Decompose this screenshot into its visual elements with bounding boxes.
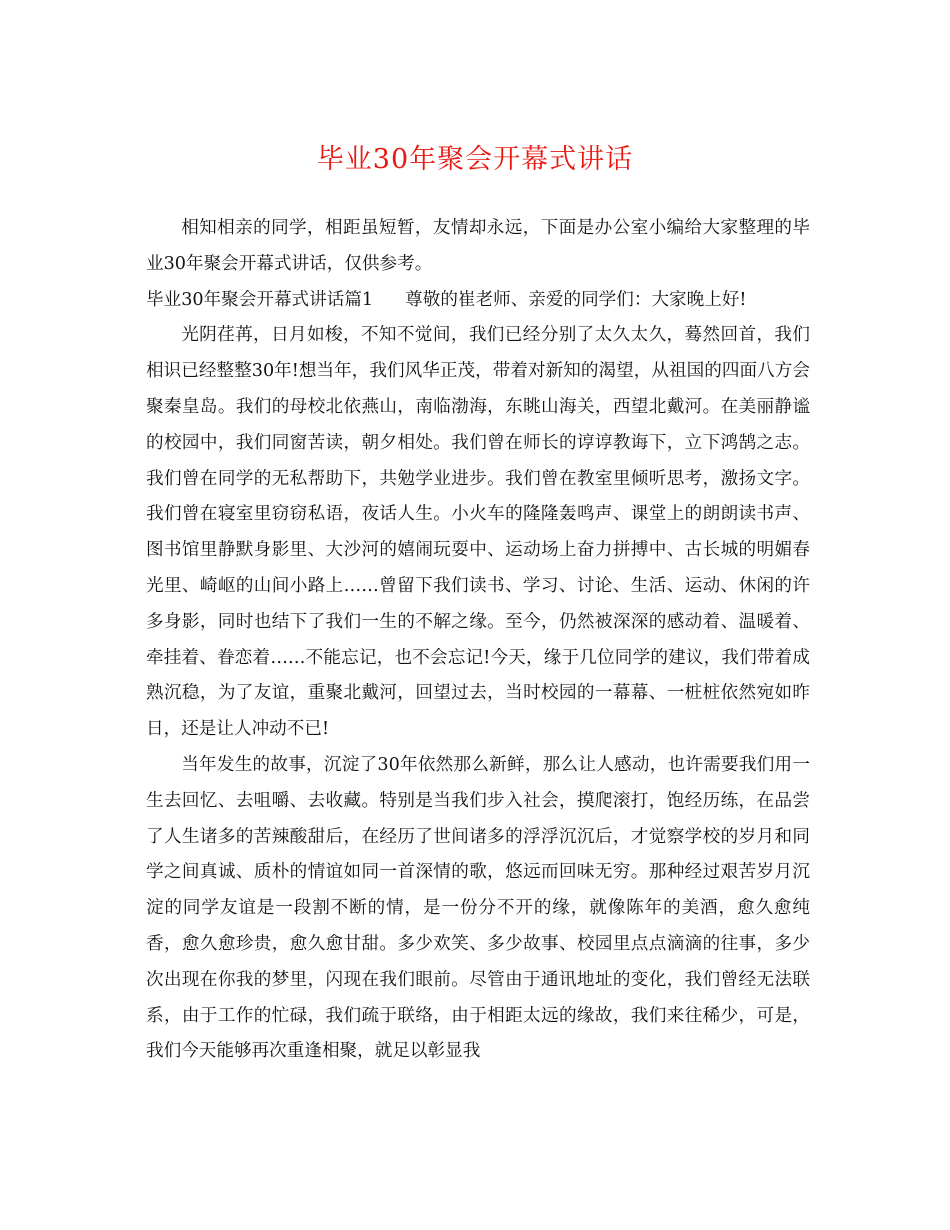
- body-paragraph: 光阴荏苒，日月如梭，不知不觉间，我们已经分别了太久太久，蓦然回首，我们相识已经整整30年!想当年，我们风华正茂，带着对新知的渴望，从祖国的四面八方会聚秦皇岛。我们的母校北依燕山，南临渤海，东眺山海关，西望北戴河。在美丽静谧的校园中，我们同窗苦读，朝夕相处。我们曾在师长的谆谆教诲下，立下鸿鹄之志。我们曾在同学的无私帮助下，共勉学业进步。我们曾在教室里倾听思考，激扬文字。我们曾在寝室里窃窃私语，夜话人生。小火车的隆隆轰鸣声、课堂上的朗朗读书声、图书馆里静默身影里、大沙河的嬉闹玩耍中、运动场上奋力拼搏中、古长城的明媚春光里、崎岖的山间小路上……曾留下我们读书、学习、讨论、生活、运动、休闲的许多身影，同时也结下了我们一生的不解之缘。至今，仍然被深深的感动着、温暖着、牵挂着、眷恋着……不能忘记，也不会忘记!今天，缘于几位同学的建议，我们带着成熟沉稳，为了友谊，重聚北戴河，回望过去，当时校园的一幕幕、一桩桩依然宛如昨日，还是让人冲动不已!: [146, 325, 810, 740]
- section-label: 毕业30年聚会开幕式讲话篇1: [146, 289, 374, 310]
- body-paragraph: 当年发生的故事，沉淀了30年依然那么新鲜，那么让人感动，也许需要我们用一生去回忆、去咀嚼、去收藏。特别是当我们步入社会，摸爬滚打，饱经历练，在品尝了人生诸多的苦辣酸甜后，在经历了世间诸多的浮浮沉沉后，才觉察学校的岁月和同学之间真诚、质朴的情谊如同一首深情的歌，悠远而回味无穷。那种经过艰苦岁月沉淀的同学友谊是一段割不断的情，是一份分不开的缘，就像陈年的美酒，愈久愈纯香，愈久愈珍贵，愈久愈甘甜。多少欢笑、多少故事、校园里点点滴滴的往事，多少次出现在你我的梦里，闪现在我们眼前。尽管由于通讯地址的变化，我们曾经无法联系，由于工作的忙碌，我们疏于联络，由于相距太远的缘故，我们来往稀少，可是，我们今天能够再次重逢相聚，就足以彰显我: [146, 754, 810, 1062]
- greeting: 尊敬的崔老师、亲爱的同学们：大家晚上好!: [405, 289, 747, 310]
- section-heading-line: [146, 283, 810, 319]
- document-title: 毕业30年聚会开幕式讲话: [316, 144, 634, 175]
- document-body: [146, 211, 810, 1070]
- intro-paragraph: 相知相亲的同学，相距虽短暂，友情却永远，下面是办公室小编给大家整理的毕业30年聚会开幕式讲话，仅供参考。: [146, 218, 810, 274]
